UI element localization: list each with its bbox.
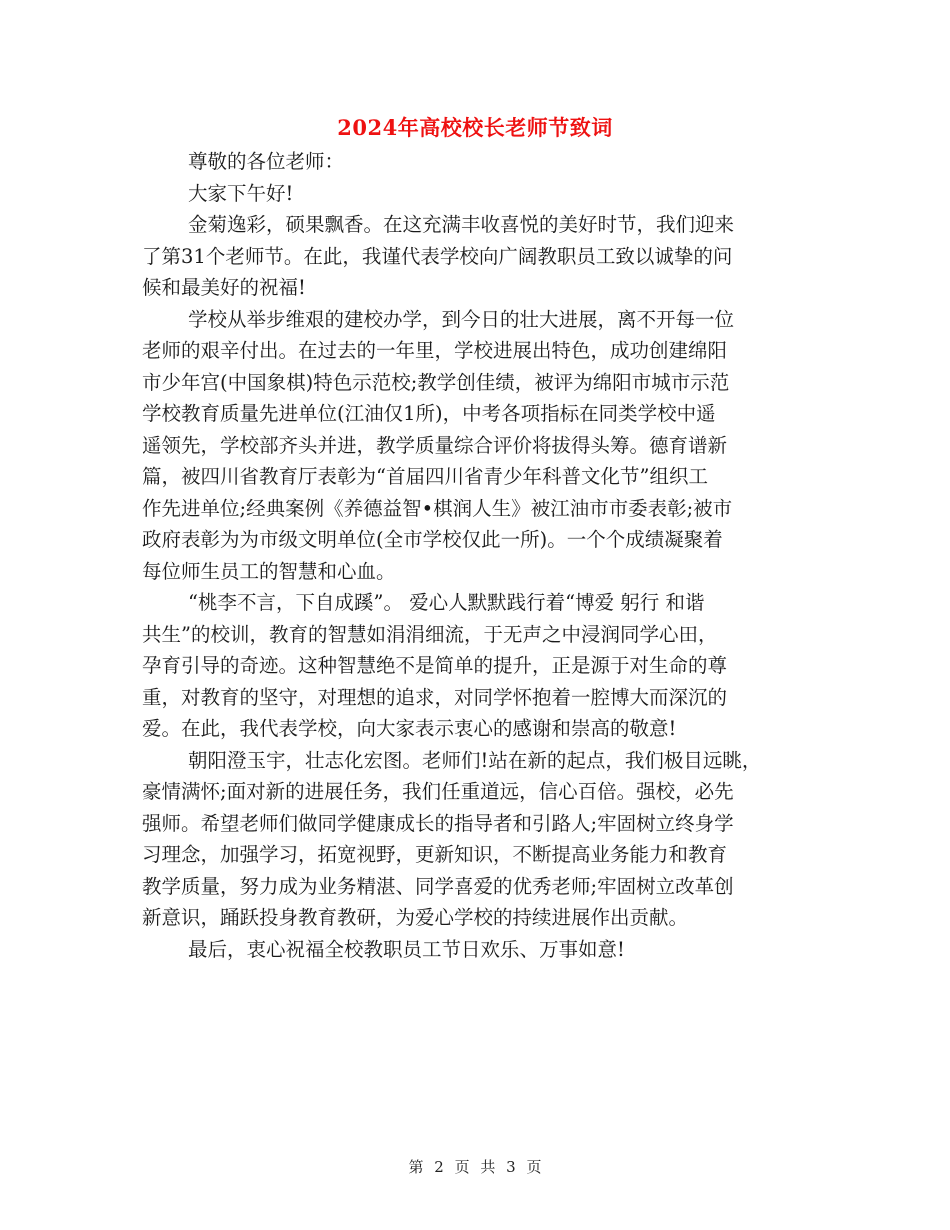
closing-line: 最后，衷心祝福全校教职员工节日欢乐、万事如意!: [188, 937, 625, 961]
paragraph-line: 学校教育质量先进单位(江油仅1所)，中考各项指标在同类学校中遥: [142, 402, 716, 425]
paragraph-line: 孕育引导的奇迹。这种智慧绝不是简单的提升，正是源于对生命的尊: [142, 654, 728, 677]
paragraph-line: 朝阳澄玉宇，壮志化宏图。老师们!站在新的起点，我们极目远眺，: [188, 748, 762, 772]
paragraph-line: 学校从举步维艰的建校办学，到今日的壮大进展，离不开每一位: [188, 307, 735, 331]
paragraph-line: 习理念，加强学习，拓宽视野，更新知识，不断提高业务能力和教育: [142, 843, 728, 866]
paragraph-line: 市少年宫(中国象棋)特色示范校;教学创佳绩，被评为绵阳市城市示范: [142, 370, 730, 394]
paragraph-line: “桃李不言，下自成蹊”。 爱心人默默践行着“博爱 躬行 和谐: [188, 591, 705, 614]
paragraph-line: 爱。在此，我代表学校，向大家表示衷心的感谢和崇高的敬意!: [142, 717, 677, 740]
document-body: [142, 146, 808, 965]
greeting-line: 大家下午好!: [188, 181, 294, 205]
paragraph-line: 篇，被四川省教育厅表彰为“首届四川省青少年科普文化节”组织工: [142, 465, 708, 488]
salutation-line: 尊敬的各位老师：: [188, 150, 345, 173]
paragraph-line: 老师的艰辛付出。在过去的一年里，学校进展出特色，成功创建绵阳: [142, 339, 728, 362]
paragraph-line: 金菊逸彩，硕果飘香。在这充满丰收喜悦的美好时节，我们迎来: [188, 213, 735, 236]
paragraph-line: 每位师生员工的智慧和心血。: [142, 559, 396, 583]
paragraph-line: 新意识，踊跃投身教育教研，为爱心学校的持续进展作出贡献。: [142, 906, 689, 929]
paragraph-line: 重，对教育的坚守，对理想的追求，对同学怀抱着一腔博大而深沉的: [142, 685, 728, 709]
paragraph-line: 政府表彰为为市级文明单位(全市学校仅此一所)。一个个成绩凝聚着: [142, 528, 723, 551]
paragraph-line: 强师。希望老师们做同学健康成长的指导者和引路人;牢固树立终身学: [142, 811, 734, 835]
paragraph-line: 作先进单位;经典案例《养德益智•棋润人生》被江油市市委表彰;被市: [142, 496, 733, 520]
document-title: 2024年高校校长老师节致词: [337, 115, 613, 140]
paragraph-line: 教学质量，努力成为业务精湛、同学喜爱的优秀老师;牢固树立改革创: [142, 874, 734, 898]
paragraph-line: 共生”的校训，教育的智慧如涓涓细流，于无声之中浸润同学心田，: [142, 622, 718, 646]
page-number: 第 2 页 共 3 页: [408, 1158, 542, 1176]
paragraph-line: 遥领先，学校部齐头并进，教学质量综合评价将拔得头筹。德育谱新: [142, 433, 728, 457]
paragraph-line: 候和最美好的祝福!: [142, 276, 306, 299]
paragraph-line: 了第31个老师节。在此，我谨代表学校向广阔教职员工致以诚挚的问: [142, 244, 733, 268]
paragraph-line: 豪情满怀;面对新的进展任务，我们任重道远，信心百倍。强校，必先: [142, 780, 734, 803]
